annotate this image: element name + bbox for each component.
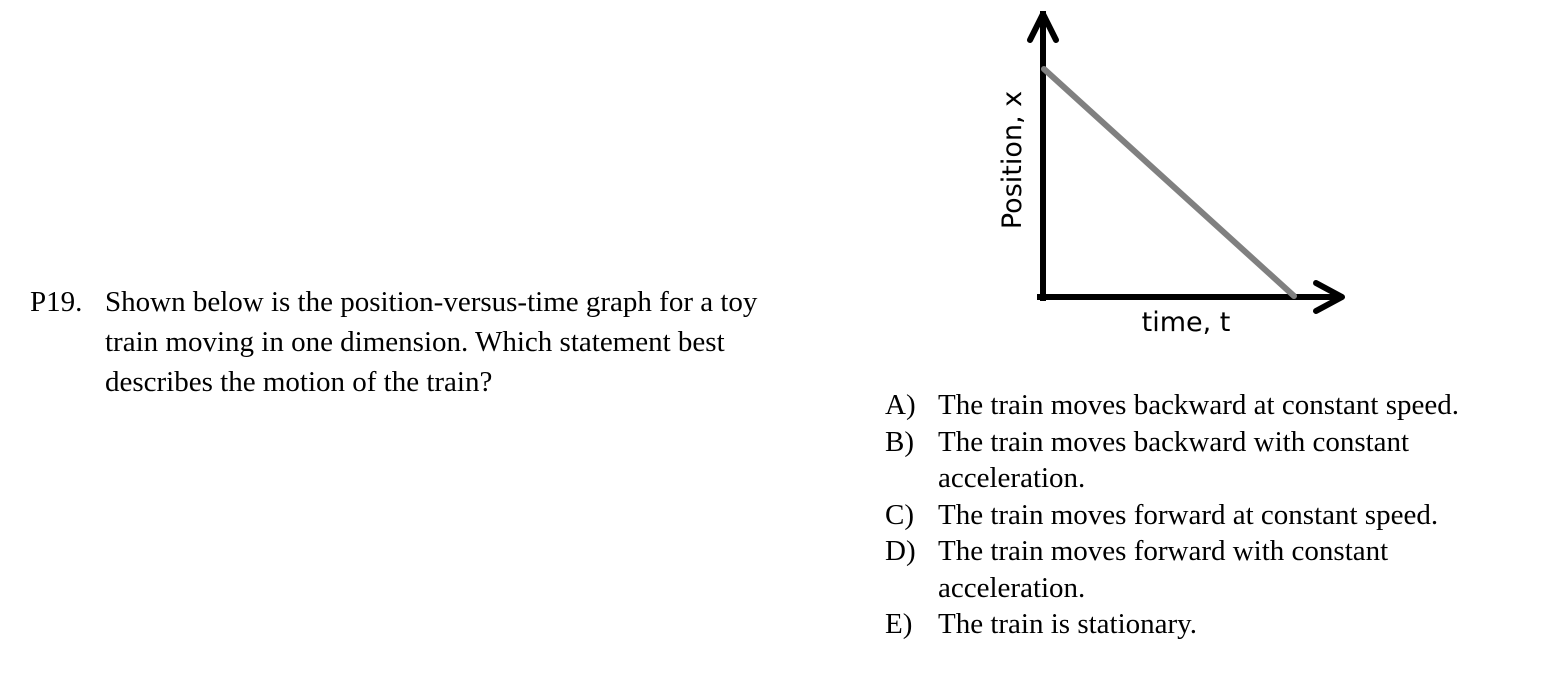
choice-letter: D) (885, 535, 916, 567)
x-axis-label: time, t (1141, 307, 1231, 338)
choice-text: The train is stationary. (938, 608, 1198, 640)
choice-d[interactable] (885, 533, 1458, 606)
choice-text: The train moves forward with constant acceleration. (938, 535, 1389, 604)
choice-c[interactable] (885, 497, 1545, 534)
choice-text: The train moves backward at constant speed. (938, 389, 1460, 421)
question-block (30, 282, 790, 402)
position-time-graph (990, 0, 1360, 345)
choice-e[interactable] (885, 606, 1545, 643)
choice-text: The train moves backward with constant acceleration. (938, 425, 1410, 494)
graph-svg (990, 0, 1360, 345)
question-number: P19. (30, 286, 83, 318)
question-text: Shown below is the position-versus-time graph for a toy train moving in one dimension. Which statement best describes the motion of the train? (105, 286, 758, 398)
choice-b[interactable] (885, 424, 1478, 497)
y-axis-label: Position, x (997, 90, 1028, 230)
choice-text: The train moves forward at constant speed. (938, 498, 1439, 531)
answer-choices (885, 387, 1545, 643)
choice-letter: E) (885, 608, 913, 640)
choice-letter: C) (885, 498, 914, 531)
choice-letter: B) (885, 425, 914, 458)
data-line (1044, 69, 1294, 296)
choice-a[interactable] (885, 387, 1545, 424)
choice-letter: A) (885, 389, 916, 421)
